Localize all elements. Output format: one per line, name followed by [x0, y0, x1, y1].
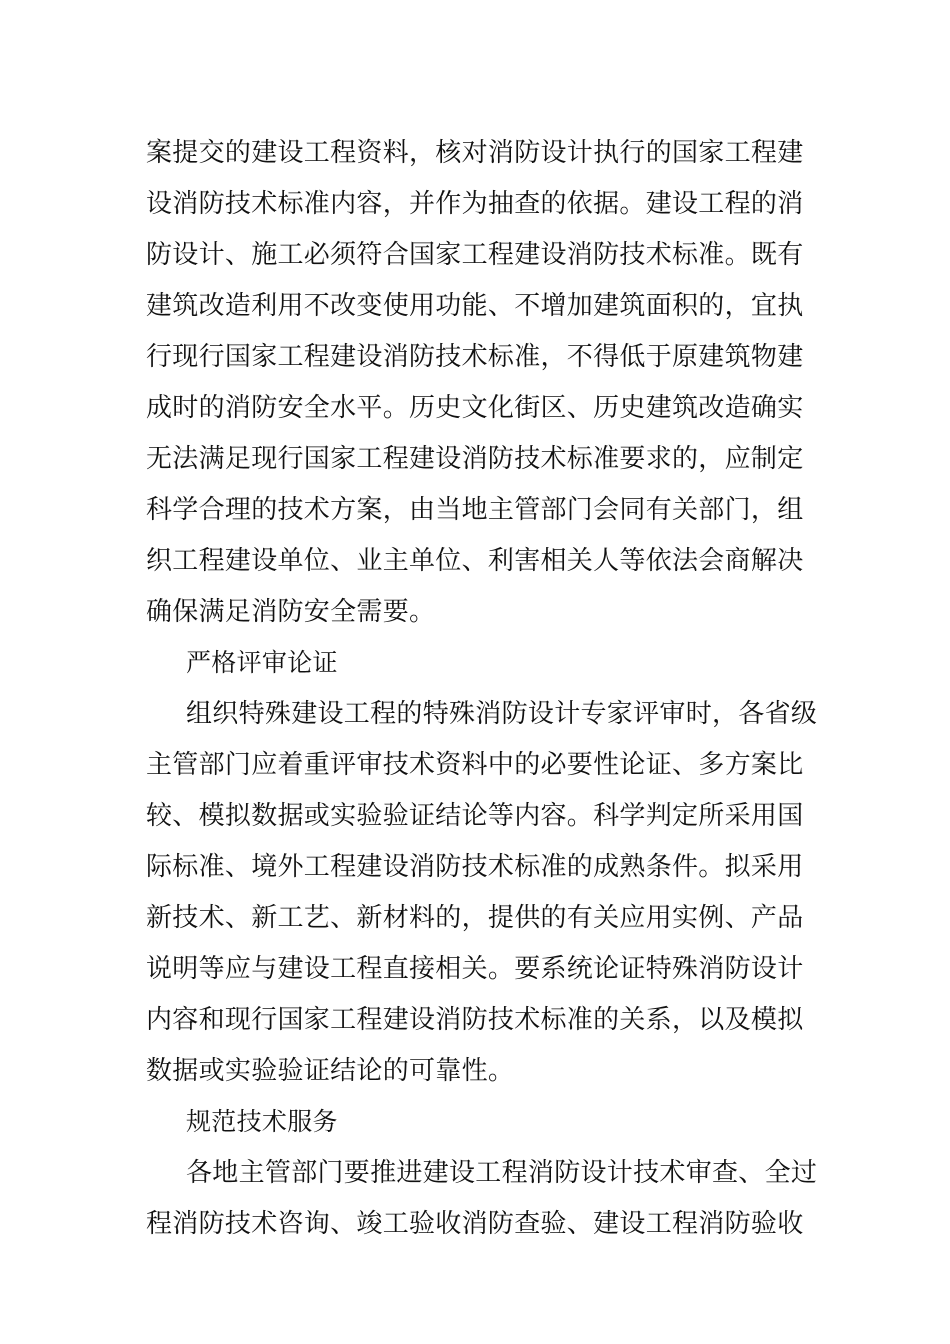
paragraph-line: 成时的消防安全水平。历史文化街区、历史建筑改造确实	[146, 393, 804, 423]
paragraph-line: 新技术、新工艺、新材料的，提供的有关应用实例、产品	[146, 903, 804, 933]
paragraph-line: 说明等应与建设工程直接相关。要系统论证特殊消防设计	[146, 954, 804, 984]
paragraph-line: 建筑改造利用不改变使用功能、不增加建筑面积的，宜执	[146, 291, 804, 321]
paragraph-line: 较、模拟数据或实验验证结论等内容。科学判定所采用国	[146, 801, 804, 831]
paragraph-line: 主管部门应着重评审技术资料中的必要性论证、多方案比	[146, 750, 804, 780]
paragraph-line: 设消防技术标准内容，并作为抽查的依据。建设工程的消	[146, 189, 804, 219]
paragraph-line: 科学合理的技术方案，由当地主管部门会同有关部门，组	[146, 495, 804, 525]
paragraph-line: 程消防技术咨询、竣工验收消防查验、建设工程消防验收	[146, 1209, 804, 1239]
section-heading: 规范技术服务	[186, 1107, 338, 1136]
paragraph-line: 织工程建设单位、业主单位、利害相关人等依法会商解决	[146, 546, 804, 576]
paragraph-line: 际标准、境外工程建设消防技术标准的成熟条件。拟采用	[146, 852, 804, 882]
paragraph-line: 各地主管部门要推进建设工程消防设计技术审查、全过	[186, 1158, 818, 1188]
paragraph-line: 案提交的建设工程资料，核对消防设计执行的国家工程建	[146, 138, 804, 168]
paragraph-line: 组织特殊建设工程的特殊消防设计专家评审时，各省级	[186, 699, 818, 729]
section-heading: 严格评审论证	[186, 648, 338, 677]
paragraph-line: 数据或实验验证结论的可靠性。	[146, 1056, 515, 1086]
paragraph-line: 确保满足消防安全需要。	[146, 597, 436, 627]
paragraph-line: 行现行国家工程建设消防技术标准，不得低于原建筑物建	[146, 342, 804, 372]
paragraph-line: 防设计、施工必须符合国家工程建设消防技术标准。既有	[146, 240, 804, 270]
paragraph-line: 无法满足现行国家工程建设消防技术标准要求的，应制定	[146, 444, 804, 474]
paragraph-line: 内容和现行国家工程建设消防技术标准的关系，以及模拟	[146, 1005, 804, 1035]
